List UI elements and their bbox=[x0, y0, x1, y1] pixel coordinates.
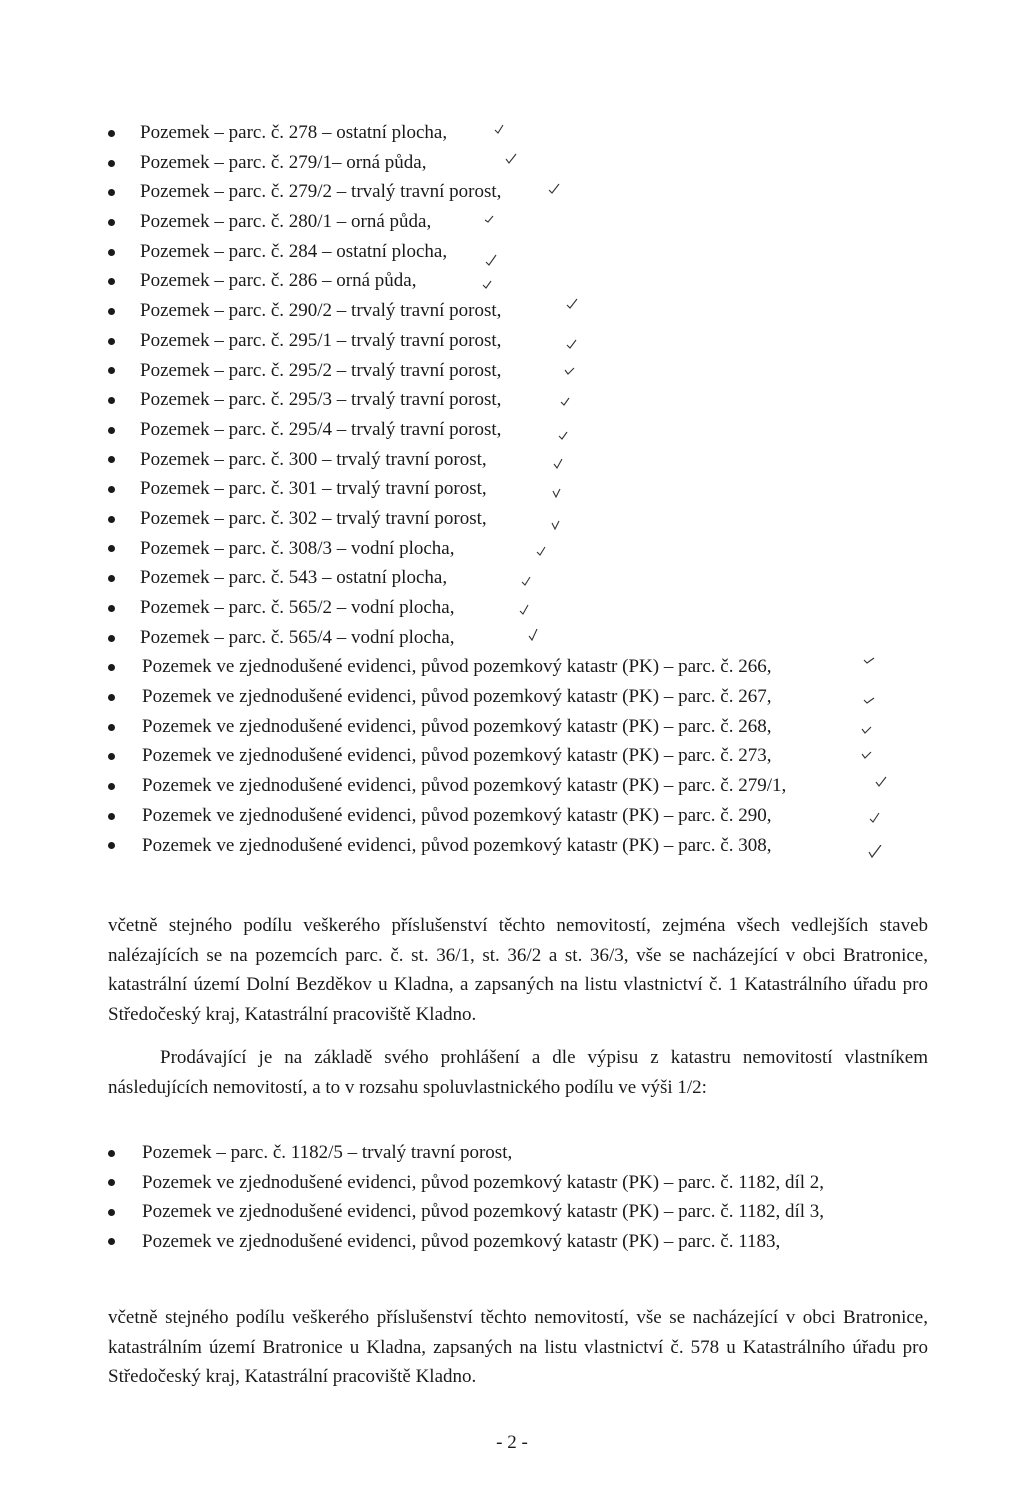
checkmark-icon bbox=[548, 183, 562, 197]
checkmark-icon bbox=[559, 395, 573, 409]
list-item-text: Pozemek – parc. č. 278 – ostatní plocha, bbox=[140, 122, 448, 143]
list-item bbox=[0, 1168, 1024, 1198]
list-item bbox=[0, 831, 1024, 861]
bullet bbox=[108, 516, 115, 523]
bullet bbox=[108, 367, 115, 374]
list-item bbox=[0, 237, 1024, 267]
bullet bbox=[108, 189, 115, 196]
checkmark-icon bbox=[535, 544, 549, 558]
bullet bbox=[108, 1150, 115, 1157]
checkmark-icon bbox=[551, 486, 565, 500]
list-item-text: Pozemek – parc. č. 279/1– orná půda, bbox=[140, 151, 427, 173]
list-item bbox=[0, 682, 1024, 712]
list-item bbox=[0, 266, 1024, 296]
list-item-text: Pozemek – parc. č. 308/3 – vodní plocha, bbox=[140, 537, 455, 559]
list-item bbox=[0, 207, 1024, 237]
list-item-text: Pozemek – parc. č. 565/2 – vodní plocha, bbox=[140, 597, 455, 618]
list-item-text: Pozemek ve zjednodušené evidenci, původ pozemkový katastr (PK) – parc. č. 1183, bbox=[142, 1230, 781, 1252]
list-item-text: Pozemek ve zjednodušené evidenci, původ pozemkový katastr (PK) – parc. č. 1182, díl 2, bbox=[142, 1171, 825, 1193]
checkmark-icon bbox=[868, 810, 882, 824]
checkmark-icon bbox=[874, 776, 888, 790]
checkmark-icon bbox=[520, 574, 534, 588]
list-item bbox=[0, 801, 1024, 831]
bullet bbox=[108, 338, 115, 345]
list-item-text: Pozemek – parc. č. 565/4 – vodní plocha, bbox=[140, 626, 455, 648]
list-item bbox=[0, 445, 1024, 475]
bullet bbox=[108, 1209, 115, 1216]
checkmark-icon bbox=[550, 518, 564, 532]
bullet bbox=[108, 842, 115, 849]
list-item-text: Pozemek – parc. č. 543 – ostatní plocha, bbox=[140, 567, 448, 589]
list-item-text: Pozemek – parc. č. 295/2 – trvalý travní porost, bbox=[140, 359, 502, 381]
list-item bbox=[0, 474, 1024, 504]
list-item-text: Pozemek ve zjednodušené evidenci, původ pozemkový katastr (PK) – parc. č. 1182, díl 3, bbox=[142, 1201, 825, 1222]
list-item bbox=[0, 771, 1024, 801]
list-item-text: Pozemek ve zjednodušené evidenci, původ pozemkový katastr (PK) – parc. č. 279/1, bbox=[142, 775, 787, 797]
list-item bbox=[0, 118, 1024, 148]
property-list-secondary bbox=[0, 1138, 1024, 1256]
bullet bbox=[108, 1179, 115, 1186]
list-item-text: Pozemek – parc. č. 290/2 – trvalý travní porost, bbox=[140, 300, 502, 322]
bullet bbox=[108, 130, 115, 137]
paragraph: včetně stejného podílu veškerého příslušenství těchto nemovitostí, vše se nacházející v obci Bratronice, katastrálním území Bratronice u Kladna, zapsaných na listu vlastnictví č. 578 u Katastrálního úřadu pro Středočeský kraj, Katastrální pracoviště Kladno. bbox=[108, 1307, 928, 1387]
property-list-primary bbox=[0, 118, 1024, 860]
checkmark-icon bbox=[860, 723, 874, 737]
list-item-text: Pozemek ve zjednodušené evidenci, původ pozemkový katastr (PK) – parc. č. 266, bbox=[142, 656, 772, 678]
bullet bbox=[108, 605, 115, 612]
bullet bbox=[108, 635, 115, 642]
list-item-text: Pozemek – parc. č. 295/4 – trvalý travní porost, bbox=[140, 418, 502, 440]
list-item-text: Pozemek – parc. č. 295/3 – trvalý travní porost, bbox=[140, 389, 502, 411]
list-item bbox=[0, 148, 1024, 178]
checkmark-icon bbox=[505, 153, 519, 167]
list-item-text: Pozemek ve zjednodušené evidenci, původ pozemkový katastr (PK) – parc. č. 290, bbox=[142, 804, 772, 826]
list-item-text: Pozemek ve zjednodušené evidenci, původ pozemkový katastr (PK) – parc. č. 308, bbox=[142, 834, 772, 856]
checkmark-icon bbox=[484, 253, 498, 267]
list-item bbox=[0, 1227, 1024, 1257]
list-item bbox=[0, 504, 1024, 534]
checkmark-icon bbox=[518, 603, 532, 617]
list-item bbox=[0, 177, 1024, 207]
list-item-text: Pozemek – parc. č. 295/1 – trvalý travní porost, bbox=[140, 329, 502, 351]
checkmark-icon bbox=[527, 628, 541, 642]
list-item bbox=[0, 356, 1024, 386]
checkmark-icon bbox=[484, 213, 498, 227]
list-item-text: Pozemek ve zjednodušené evidenci, původ pozemkový katastr (PK) – parc. č. 268, bbox=[142, 715, 772, 737]
list-item bbox=[0, 623, 1024, 653]
checkmark-icon bbox=[481, 277, 495, 291]
list-item bbox=[0, 712, 1024, 742]
list-item-text: Pozemek – parc. č. 300 – trvalý travní porost, bbox=[140, 448, 487, 470]
paragraph: Prodávající je na základě svého prohlášení a dle výpisu z katastru nemovitostí vlastníkem následujících nemovitostí, a to v rozsahu spoluvlastnického podílu ve výši 1/2: bbox=[108, 1047, 928, 1098]
bullet bbox=[108, 545, 115, 552]
list-item bbox=[0, 296, 1024, 326]
bullet bbox=[108, 249, 115, 256]
checkmark-icon bbox=[862, 693, 876, 707]
list-item-text: Pozemek – parc. č. 1182/5 – trvalý travní porost, bbox=[142, 1142, 513, 1163]
list-item-text: Pozemek – parc. č. 284 – ostatní plocha, bbox=[140, 240, 448, 262]
list-item-text: Pozemek ve zjednodušené evidenci, původ pozemkový katastr (PK) – parc. č. 273, bbox=[142, 745, 772, 767]
bullet bbox=[108, 160, 115, 167]
paragraph: včetně stejného podílu veškerého příslušenství těchto nemovitostí, zejména všech vedlejších staveb nalézajících se na pozemcích parc. č. st. 36/1, st. 36/2 a st. 36/3, vše se nacházející v obci Bratronice, katastrální území Dolní Bezděkov u Kladna, a zapsaných na listu vlastnictví č. 1 Katastrálního úřadu pro Středočeský kraj, Katastrální pracoviště Kladno. bbox=[108, 915, 928, 1025]
bullet bbox=[108, 813, 115, 820]
bullet bbox=[108, 664, 115, 671]
checkmark-icon bbox=[868, 845, 882, 859]
list-item-text: Pozemek – parc. č. 279/2 – trvalý travní porost, bbox=[140, 181, 502, 203]
list-item-text: Pozemek – parc. č. 301 – trvalý travní porost, bbox=[140, 478, 487, 500]
checkmark-icon bbox=[563, 364, 577, 378]
list-item bbox=[0, 741, 1024, 771]
list-item-text: Pozemek – parc. č. 302 – trvalý travní porost, bbox=[140, 507, 487, 529]
checkmark-icon bbox=[494, 123, 508, 137]
bullet bbox=[108, 456, 115, 463]
bullet bbox=[108, 753, 115, 760]
bullet bbox=[108, 575, 115, 582]
list-item bbox=[0, 593, 1024, 623]
bullet bbox=[108, 278, 115, 285]
checkmark-icon bbox=[565, 337, 579, 351]
checkmark-icon bbox=[860, 748, 874, 762]
checkmark-icon bbox=[863, 654, 877, 668]
bullet bbox=[108, 1238, 115, 1245]
list-item bbox=[0, 415, 1024, 445]
list-item-text: Pozemek ve zjednodušené evidenci, původ pozemkový katastr (PK) – parc. č. 267, bbox=[142, 686, 772, 708]
list-item bbox=[0, 563, 1024, 593]
checkmark-icon bbox=[552, 457, 566, 471]
list-item bbox=[0, 1197, 1024, 1227]
checkmark-icon bbox=[557, 429, 571, 443]
bullet bbox=[108, 724, 115, 731]
list-item bbox=[0, 534, 1024, 564]
bullet bbox=[108, 397, 115, 404]
list-item bbox=[0, 326, 1024, 356]
bullet bbox=[108, 219, 115, 226]
page-number: - 2 - bbox=[496, 1432, 528, 1453]
list-item-text: Pozemek – parc. č. 286 – orná půda, bbox=[140, 270, 417, 292]
bullet bbox=[108, 308, 115, 315]
list-item bbox=[0, 385, 1024, 415]
list-item bbox=[0, 652, 1024, 682]
bullet bbox=[108, 427, 115, 434]
list-item bbox=[0, 1138, 1024, 1168]
bullet bbox=[108, 783, 115, 790]
bullet bbox=[108, 486, 115, 493]
bullet bbox=[108, 694, 115, 701]
list-item-text: Pozemek – parc. č. 280/1 – orná půda, bbox=[140, 211, 432, 233]
checkmark-icon bbox=[566, 298, 580, 312]
